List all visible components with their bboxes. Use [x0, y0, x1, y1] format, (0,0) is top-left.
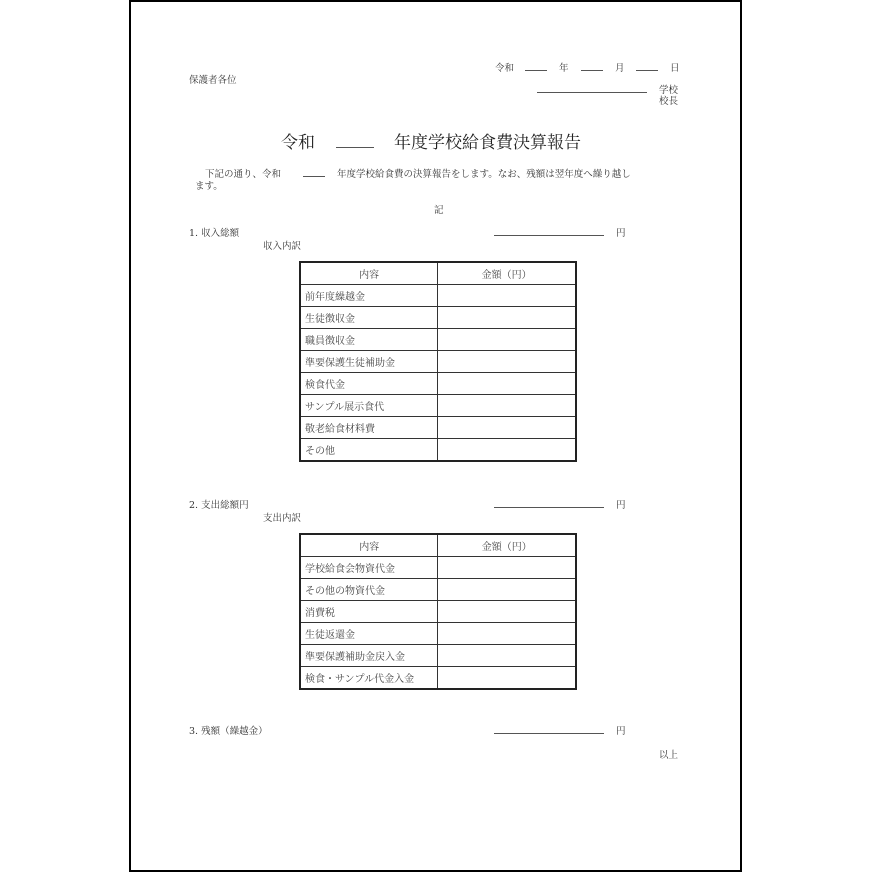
amount-cell[interactable] [438, 645, 576, 667]
amount-cell[interactable] [438, 307, 576, 329]
table-row [300, 623, 576, 645]
section1-label: 1. 収入総額 [189, 228, 240, 239]
ki-mark: 記 [434, 205, 444, 216]
section1-amount-blank [494, 235, 604, 236]
expense-table [299, 533, 577, 690]
row-label: 生徒徴収金 [300, 307, 438, 329]
date-year-label: 年 [559, 63, 569, 74]
date-year-blank [525, 70, 547, 71]
closing-mark: 以上 [659, 750, 679, 761]
table-row [300, 395, 576, 417]
row-label: その他の物資代金 [300, 579, 438, 601]
recipients: 保護者各位 [189, 75, 237, 86]
section1-unit: 円 [616, 228, 626, 239]
table-row [300, 351, 576, 373]
amount-cell[interactable] [438, 351, 576, 373]
amount-cell[interactable] [438, 417, 576, 439]
intro-line2: ます。 [195, 181, 223, 192]
date-day-blank [636, 70, 658, 71]
table-row [300, 307, 576, 329]
intro-year-blank [303, 176, 325, 177]
section3-unit: 円 [616, 726, 626, 737]
page-title: 年度学校給食費決算報告 [394, 133, 581, 153]
title-era: 令和 [281, 133, 315, 153]
row-label: その他 [300, 439, 438, 462]
col-content-header: 内容 [300, 534, 438, 557]
amount-cell[interactable] [438, 439, 576, 462]
row-label: 敬老給食材料費 [300, 417, 438, 439]
table-row [300, 667, 576, 690]
table-row [300, 285, 576, 307]
table-row [300, 557, 576, 579]
table-row [300, 601, 576, 623]
date-month-blank [581, 70, 603, 71]
amount-cell[interactable] [438, 329, 576, 351]
row-label: 学校給食会物資代金 [300, 557, 438, 579]
col-content-header: 内容 [300, 262, 438, 285]
row-label: 準要保護補助金戻入金 [300, 645, 438, 667]
row-label: 生徒返還金 [300, 623, 438, 645]
row-label: 消費税 [300, 601, 438, 623]
section3-amount-blank [494, 733, 604, 734]
amount-cell[interactable] [438, 601, 576, 623]
principal-label: 校長 [659, 96, 679, 107]
table-row [300, 645, 576, 667]
section2-amount-blank [494, 507, 604, 508]
school-label: 学校 [659, 85, 679, 96]
table-row [300, 329, 576, 351]
table-header-row [300, 262, 576, 285]
income-table [299, 261, 577, 462]
col-amount-header: 金額（円） [438, 534, 576, 557]
amount-cell[interactable] [438, 667, 576, 690]
row-label: 職員徴収金 [300, 329, 438, 351]
table-row [300, 579, 576, 601]
document-page [129, 0, 742, 872]
section2-breakdown: 支出内訳 [263, 513, 302, 524]
amount-cell[interactable] [438, 395, 576, 417]
date-month-label: 月 [615, 63, 625, 74]
row-label: 前年度繰越金 [300, 285, 438, 307]
intro-line1-b: 年度学校給食費の決算報告をします。なお、残額は翌年度へ繰り越し [337, 169, 631, 180]
table-row [300, 417, 576, 439]
date-era: 令和 [495, 63, 515, 74]
date-day-label: 日 [670, 63, 680, 74]
title-year-blank [336, 147, 374, 148]
row-label: 検食代金 [300, 373, 438, 395]
intro-line1-a: 下記の通り、令和 [205, 169, 282, 180]
section1-breakdown: 収入内訳 [263, 241, 302, 252]
amount-cell[interactable] [438, 373, 576, 395]
amount-cell[interactable] [438, 285, 576, 307]
table-header-row [300, 534, 576, 557]
amount-cell[interactable] [438, 579, 576, 601]
amount-cell[interactable] [438, 623, 576, 645]
section3-label: 3. 残額（繰越金） [189, 726, 268, 737]
row-label: 準要保護生徒補助金 [300, 351, 438, 373]
school-name-blank [537, 92, 647, 93]
amount-cell[interactable] [438, 557, 576, 579]
col-amount-header: 金額（円） [438, 262, 576, 285]
row-label: 検食・サンプル代金入金 [300, 667, 438, 690]
row-label: サンプル展示食代 [300, 395, 438, 417]
table-row [300, 439, 576, 462]
section2-unit: 円 [616, 500, 626, 511]
table-row [300, 373, 576, 395]
section2-label: 2. 支出総額円 [189, 500, 249, 511]
